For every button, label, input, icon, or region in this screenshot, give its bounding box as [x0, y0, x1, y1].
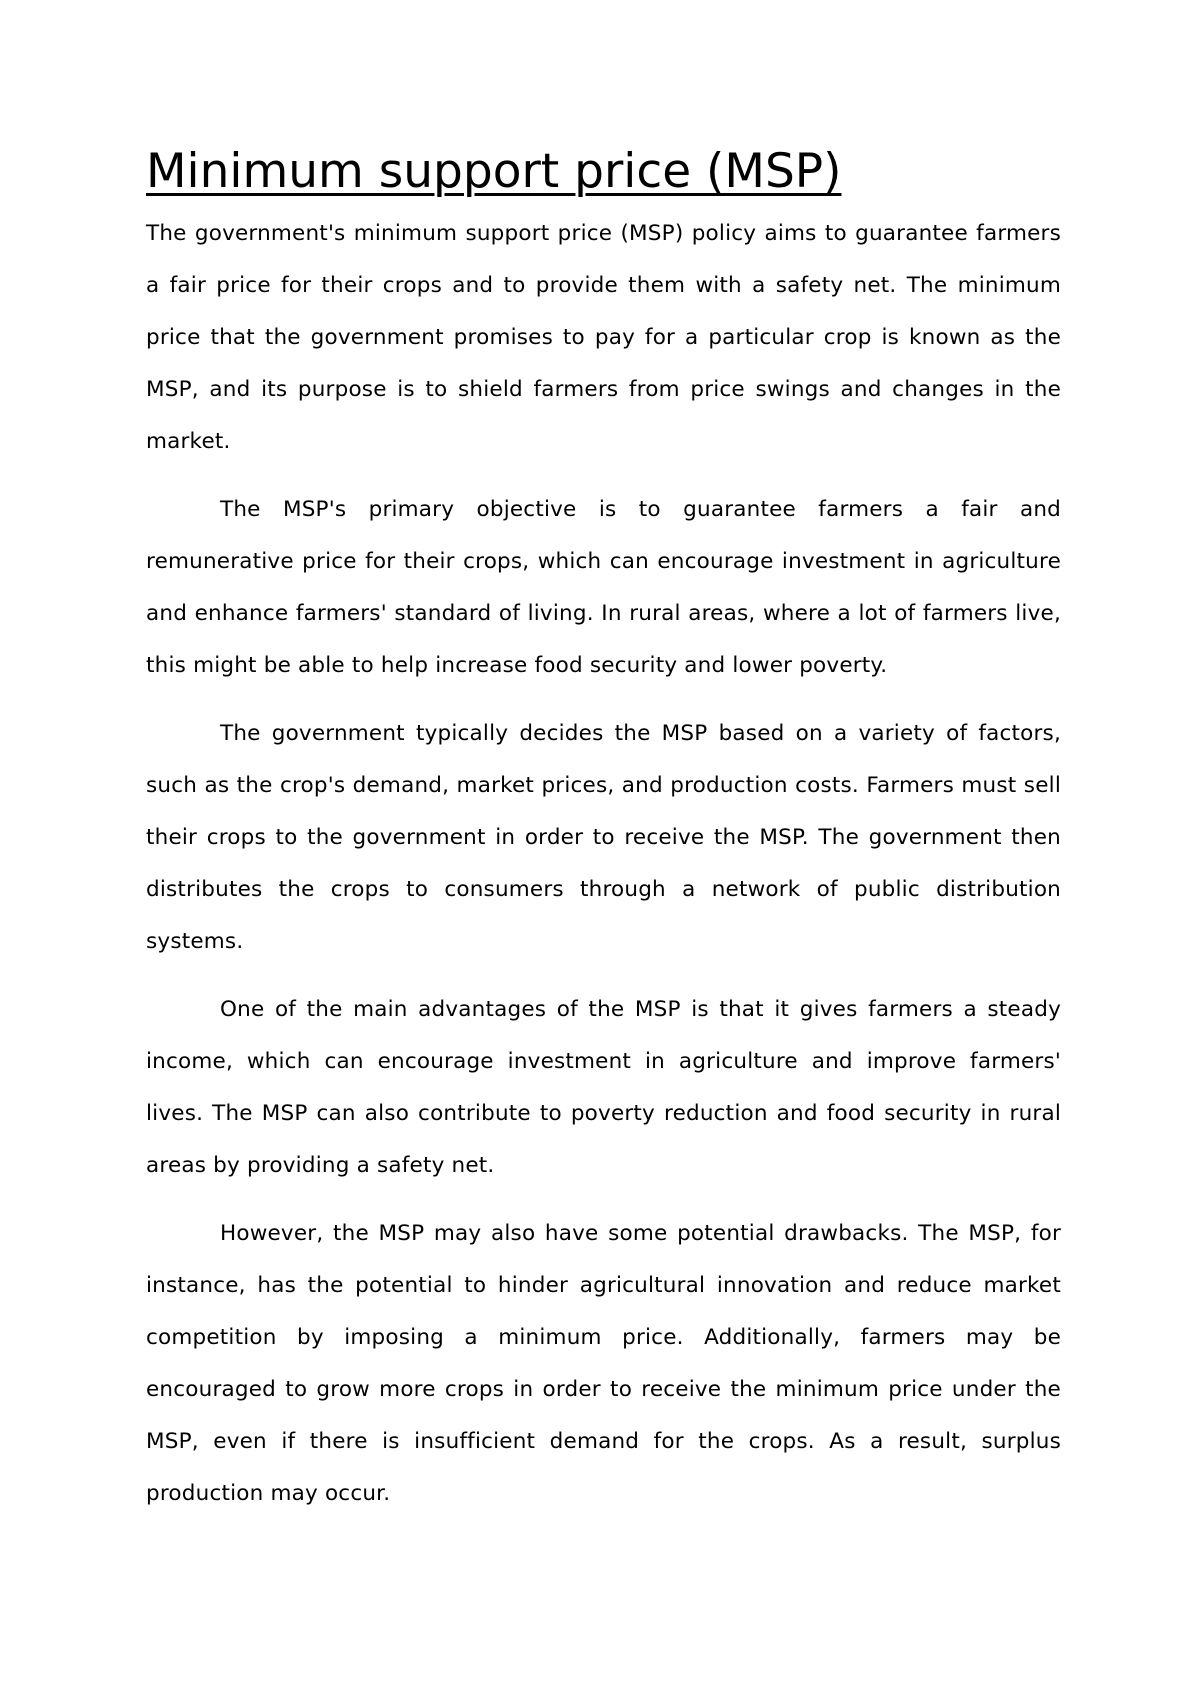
paragraph-msp-definition: The government's minimum support price (MSP) policy aims to guarantee farmers a fair price for their crops and to provide them with a safety net. The minimum price that the government promises to pay for a particular crop is known as the MSP, and its purpose is to shield farmers from price swings and changes in the market. [146, 221, 1061, 454]
paragraph-msp-objective: The MSP's primary objective is to guarantee farmers a fair and remunerative price for their crops, which can encourage investment in agriculture and enhance farmers' standard of living. In rural areas, where a lot of farmers live, this might be able to help increase food security and lower poverty. [146, 497, 1061, 678]
paragraph-msp-drawbacks: However, the MSP may also have some potential drawbacks. The MSP, for instance, has the potential to hinder agricultural innovation and reduce market competition by imposing a minimum price. Additionally, farmers may be encouraged to grow more crops in order to receive the minimum price under the MSP, even if there is insufficient demand for the crops. As a result, surplus production may occur. [146, 1221, 1061, 1506]
paragraph-msp-advantages: One of the main advantages of the MSP is that it gives farmers a steady income, which can encourage investment in agriculture and improve farmers' lives. The MSP can also contribute to poverty reduction and food security in rural areas by providing a safety net. [146, 997, 1061, 1178]
paragraph-msp-determination: The government typically decides the MSP based on a variety of factors, such as the crop's demand, market prices, and production costs. Farmers must sell their crops to the government in order to receive the MSP. The government then distributes the crops to consumers through a network of public distribution systems. [146, 721, 1061, 954]
document-page [146, 140, 1061, 1536]
page-title: Minimum support price (MSP) [146, 144, 842, 199]
